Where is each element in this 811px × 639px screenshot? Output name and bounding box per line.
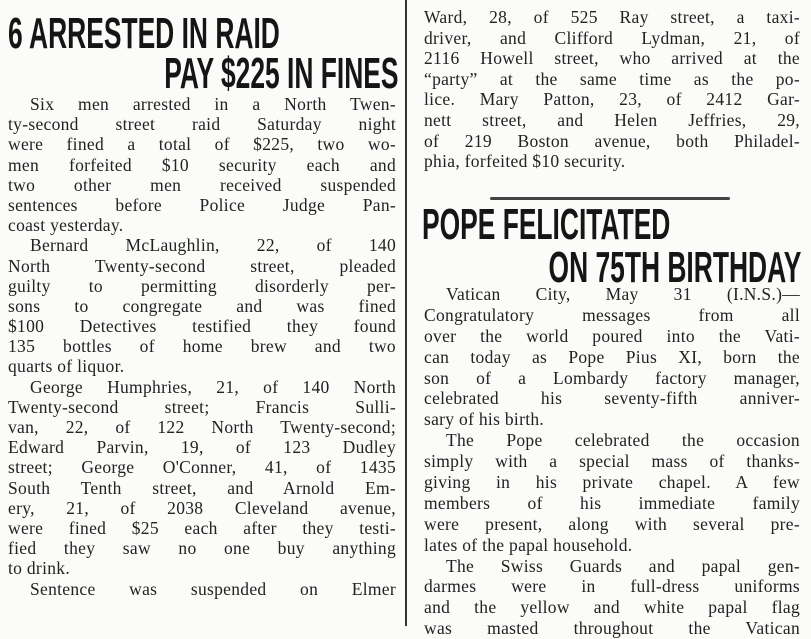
text-line: sons to congregate and was fined: [8, 295, 396, 316]
text-line: were present, along with several pre-: [424, 513, 800, 534]
text-line: Sentence was suspended on Elmer: [30, 578, 396, 599]
text-line: two other men received suspended: [8, 174, 396, 195]
text-line: lates of the papal household.: [424, 534, 633, 555]
text-line: fied they saw no one buy anything: [8, 538, 396, 559]
article-pope-body: [424, 284, 800, 639]
article-raid-body: [8, 94, 396, 599]
text-line: guilty to permitting disorderly per-: [8, 275, 396, 296]
text-line: to drink.: [8, 558, 71, 579]
text-line: ty-second street raid Saturday night: [8, 114, 396, 135]
text-line: The Pope celebrated the occasion: [446, 430, 800, 451]
text-line: quarts of liquor.: [8, 356, 125, 377]
text-line: street; George O'Conner, 41, of 1435: [8, 457, 396, 478]
article-raid-continuation: [424, 7, 800, 172]
text-line: were fined a total of $225, two wo-: [8, 134, 396, 155]
text-line: phia, forfeited $10 security.: [424, 151, 626, 172]
text-line: sary of his birth.: [424, 409, 545, 430]
text-line: over the world poured into the Vati-: [424, 325, 800, 346]
text-line: can today as Pope Pius XI, born the: [424, 346, 800, 367]
text-line: Vatican City, May 31 (I.N.S.)—: [446, 284, 800, 304]
text-line: van, 22, of 122 North Twenty-second;: [8, 417, 396, 437]
text-line: sentences before Police Judge Pan-: [8, 194, 396, 215]
text-line: Congratulatory messages from all: [424, 304, 800, 325]
text-line: celebrated his seventy-fifth anniver-: [424, 388, 800, 409]
text-line: darmes were in full-dress uniforms: [424, 576, 800, 597]
text-line: Ward, 28, of 525 Ray street, a taxi-: [424, 7, 800, 27]
text-line: of 219 Boston avenue, both Philadel-: [424, 130, 800, 151]
text-line: men forfeited $10 security each and: [8, 154, 396, 175]
text-line: Six men arrested in a North Twen-: [30, 94, 396, 114]
text-line: coast yesterday.: [8, 215, 124, 236]
text-line: nett street, and Helen Jeffries, 29,: [424, 109, 800, 130]
text-line: Twenty-second street; Francis Sulli-: [8, 396, 396, 417]
text-line: members of his immediate family: [424, 492, 800, 513]
text-line: $100 Detectives testified they found: [8, 316, 396, 337]
text-line: George Humphries, 21, of 140 North: [30, 376, 396, 397]
text-line: Edward Parvin, 19, of 123 Dudley: [8, 437, 396, 458]
text-line: The Swiss Guards and papal gen-: [446, 555, 800, 576]
text-line: Bernard McLaughlin, 22, of 140: [30, 235, 396, 256]
headline-line-1: 6 ARRESTED IN RAID: [8, 9, 280, 58]
text-line: 135 bottles of home brew and two: [8, 336, 396, 357]
text-line: son of a Lombardy factory manager,: [424, 367, 800, 388]
text-line: simply with a special mass of thanks-: [424, 451, 800, 472]
text-line: lice. Mary Patton, 23, of 2412 Gar-: [424, 89, 800, 110]
headline-pope-line-1: POPE FELICITATED: [422, 200, 671, 249]
text-line: and the yellow and white papal flag: [424, 597, 800, 618]
text-line: North Twenty-second street, pleaded: [8, 255, 396, 276]
text-line: ery, 21, of 2038 Cleveland avenue,: [8, 497, 396, 518]
text-line: South Tenth street, and Arnold Em-: [8, 477, 396, 498]
text-line: was masted throughout the Vatican: [424, 618, 800, 639]
text-line: “party” at the same time as the po-: [424, 68, 800, 89]
text-line: were fined $25 each after they testi-: [8, 517, 396, 538]
text-line: 2116 Howell street, who arrived at the: [424, 48, 800, 69]
headline-pope-line-2: ON 75TH BIRTHDAY: [548, 243, 801, 292]
headline-line-2: PAY $225 IN FINES: [163, 49, 398, 98]
text-line: giving in his private chapel. A few: [424, 472, 800, 493]
column-divider: [405, 0, 407, 626]
text-line: driver, and Clifford Lydman, 21, of: [424, 27, 800, 48]
